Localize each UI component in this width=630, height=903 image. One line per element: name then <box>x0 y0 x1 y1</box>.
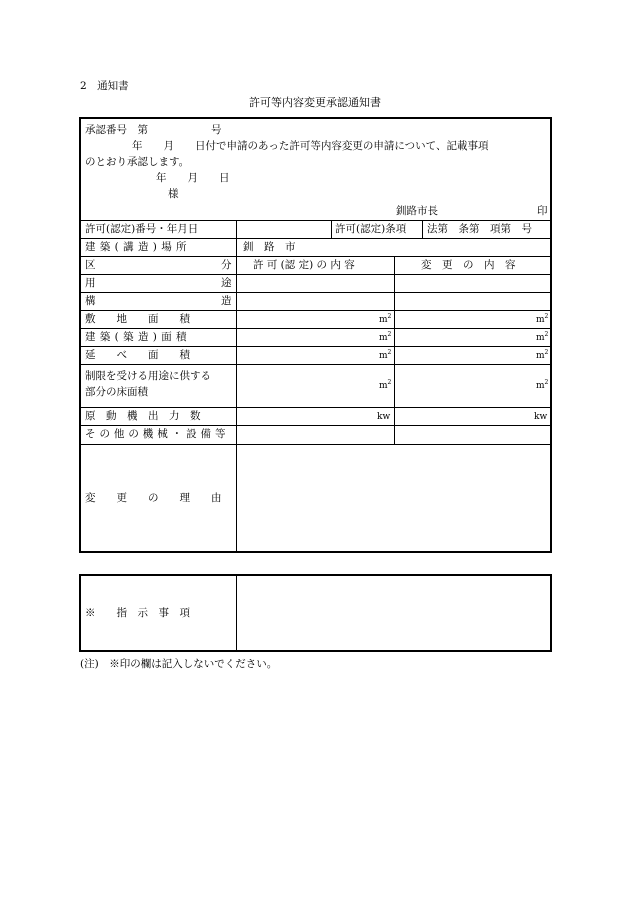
structure-label-right: 造 <box>221 295 232 307</box>
issue-date: 年 月 日 <box>156 172 230 184</box>
site-area-permit-unit: $m^2$ <box>379 313 392 325</box>
seal-mark: 印 <box>537 205 548 217</box>
restricted-use-label-line1: 制限を受ける用途に供する <box>85 370 211 382</box>
building-area-permit-unit: $m^2$ <box>379 331 392 343</box>
floor-area-change-unit: $m^2$ <box>536 349 549 361</box>
approval-notice-form <box>79 117 552 553</box>
floor-area-permit-unit: $m^2$ <box>379 349 392 361</box>
column-permit-content: 許 可 (認 定) の 内 容 <box>253 259 355 271</box>
approval-statement: のとおり承認します。 <box>85 156 190 168</box>
location-value: 釧 路 市 <box>243 241 296 253</box>
division-label-left: 区 <box>85 259 96 271</box>
total-floor-area-label: 延 べ 面 積 <box>85 349 190 361</box>
instructions-box <box>79 574 552 652</box>
building-area-label: 建 築 ( 築 造 ) 面 積 <box>85 331 188 343</box>
structure-label-left: 構 <box>85 295 96 307</box>
application-date-line: 年 月 日付で申請のあった許可等内容変更の申請について、記載事項 <box>132 140 489 152</box>
other-equipment-label: そ の 他 の 機 械 ・ 設 備 等 <box>85 428 226 440</box>
restricted-area-permit-unit: $m^2$ <box>379 379 392 391</box>
site-area-label: 敷 地 面 積 <box>85 313 190 325</box>
permit-clause-label: 許可(認定)条項 <box>335 223 407 235</box>
addressee: 様 <box>168 188 179 200</box>
footnote: (注) ※印の欄は記入しないでください。 <box>80 658 278 670</box>
use-label-right: 途 <box>221 277 232 289</box>
motor-permit-unit: kw <box>377 412 391 422</box>
location-label: 建 築 ( 講 造 ) 場 所 <box>85 241 188 253</box>
form-title: 許可等内容変更承認通知書 <box>249 96 381 109</box>
approval-number: 承認番号 第 号 <box>85 124 222 136</box>
section-heading: 2 通知書 <box>80 80 129 92</box>
building-area-change-unit: $m^2$ <box>536 331 549 343</box>
use-label-left: 用 <box>85 277 96 289</box>
restricted-use-label-line2: 部分の床面積 <box>85 386 148 398</box>
permit-clause-value: 法第 条第 項第 号 <box>427 223 532 235</box>
site-area-change-unit: $m^2$ <box>536 313 549 325</box>
change-reason-label: 変 更 の 理 由 <box>85 492 222 504</box>
division-label-right: 分 <box>221 259 232 271</box>
column-change-content: 変 更 の 内 容 <box>421 259 516 271</box>
instructions-label: ※ 指 示 事 項 <box>85 607 190 619</box>
issuer: 釧路市長 <box>396 205 438 217</box>
motor-output-label: 原 動 機 出 力 数 <box>85 410 201 422</box>
restricted-area-change-unit: $m^2$ <box>536 379 549 391</box>
motor-change-unit: kw <box>534 412 548 422</box>
permit-number-label: 許可(認定)番号・年月日 <box>85 223 199 235</box>
